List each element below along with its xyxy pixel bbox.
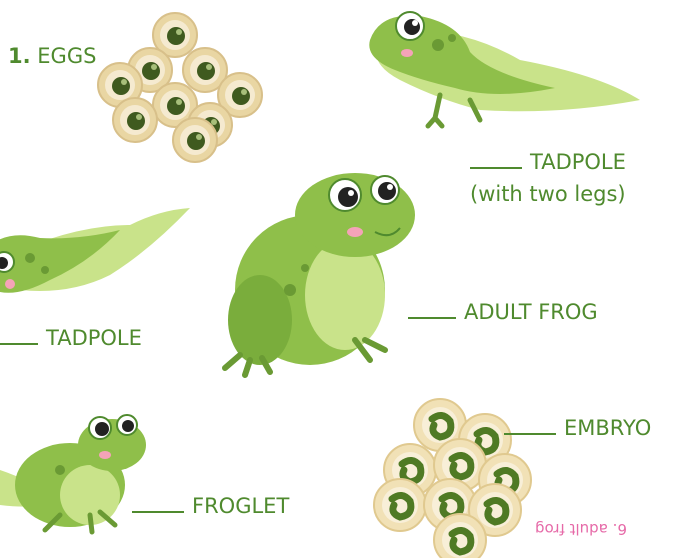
tadpole-with-legs-icon bbox=[369, 12, 640, 126]
tadpole-legs-label bbox=[470, 152, 626, 173]
adult-frog-icon bbox=[225, 173, 415, 375]
embryo-text: EMBRYO bbox=[564, 416, 652, 440]
adult-frog-text: ADULT FROG bbox=[464, 300, 598, 324]
embryo bbox=[434, 514, 486, 558]
tadpole-label bbox=[0, 328, 142, 349]
eggs-number: 1. bbox=[8, 44, 31, 68]
froglet-text: FROGLET bbox=[192, 494, 290, 518]
embryo bbox=[374, 479, 426, 531]
answer-blank[interactable] bbox=[408, 316, 456, 319]
froglet-label bbox=[132, 496, 289, 517]
eggs-icon bbox=[98, 13, 262, 162]
tadpole-text: TADPOLE bbox=[46, 326, 142, 350]
egg bbox=[173, 118, 217, 162]
embryo-label bbox=[504, 418, 651, 439]
tadpole-legs-text: TADPOLE bbox=[530, 150, 626, 174]
answer-blank[interactable] bbox=[504, 432, 556, 435]
answer-blank[interactable] bbox=[132, 510, 184, 513]
upside-down-answer: 6. adult frog bbox=[535, 520, 627, 538]
eggs-label bbox=[8, 46, 96, 67]
adult-frog-label bbox=[408, 302, 598, 323]
froglet-icon bbox=[0, 415, 146, 532]
answer-blank[interactable] bbox=[0, 342, 38, 345]
tadpole-legs-subtitle: (with two legs) bbox=[470, 182, 626, 206]
answer-blank[interactable] bbox=[470, 166, 522, 169]
eggs-text: EGGS bbox=[37, 44, 97, 68]
tadpole-icon bbox=[0, 208, 190, 293]
egg bbox=[113, 98, 157, 142]
